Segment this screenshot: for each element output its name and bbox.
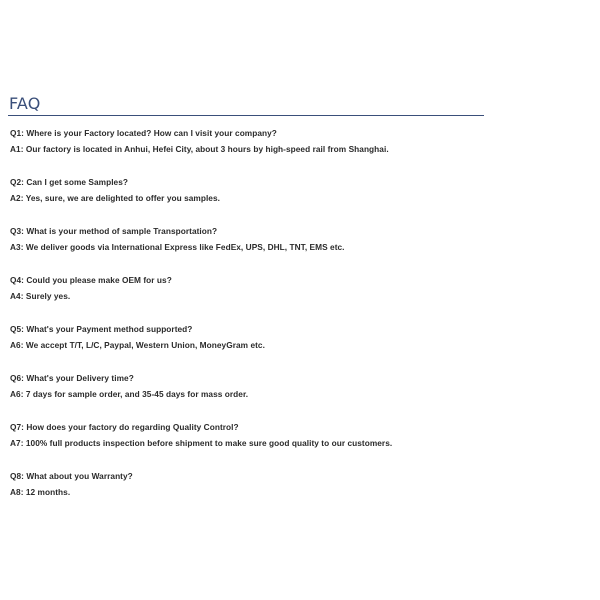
faq-answer: A6: We accept T/T, L/C, Paypal, Western Union, MoneyGram etc. <box>10 340 265 350</box>
faq-item-7 <box>10 419 484 451</box>
faq-item-5 <box>10 321 484 353</box>
faq-title: FAQ <box>9 94 41 113</box>
faq-question: Q1: Where is your Factory located? How can I visit your company? <box>10 128 277 138</box>
faq-answer: A8: 12 months. <box>10 487 71 497</box>
faq-answer: A3: We deliver goods via International Express like FedEx, UPS, DHL, TNT, EMS etc. <box>10 242 345 252</box>
faq-answer: A7: 100% full products inspection before shipment to make sure good quality to our customers. <box>10 438 393 448</box>
faq-question: Q3: What is your method of sample Transportation? <box>10 226 218 236</box>
faq-answer: A4: Surely yes. <box>10 291 71 301</box>
faq-question: Q8: What about you Warranty? <box>10 471 133 481</box>
faq-answer: A2: Yes, sure, we are delighted to offer you samples. <box>10 193 220 203</box>
faq-answer: A6: 7 days for sample order, and 35-45 days for mass order. <box>10 389 249 399</box>
faq-item-6 <box>10 370 484 402</box>
faq-item-4 <box>10 272 484 304</box>
faq-question: Q2: Can I get some Samples? <box>10 177 129 187</box>
faq-question: Q6: What's your Delivery time? <box>10 373 134 383</box>
faq-item-1 <box>10 125 484 157</box>
faq-item-2 <box>10 174 484 206</box>
faq-question: Q4: Could you please make OEM for us? <box>10 275 172 285</box>
faq-question: Q5: What's your Payment method supported? <box>10 324 193 334</box>
faq-question: Q7: How does your factory do regarding Quality Control? <box>10 422 239 432</box>
faq-item-8 <box>10 468 484 500</box>
faq-list <box>8 125 484 500</box>
faq-item-3 <box>10 223 484 255</box>
faq-divider <box>8 115 484 116</box>
faq-answer: A1: Our factory is located in Anhui, Hefei City, about 3 hours by high-speed rail from Shanghai. <box>10 144 389 154</box>
faq-section <box>8 94 484 517</box>
